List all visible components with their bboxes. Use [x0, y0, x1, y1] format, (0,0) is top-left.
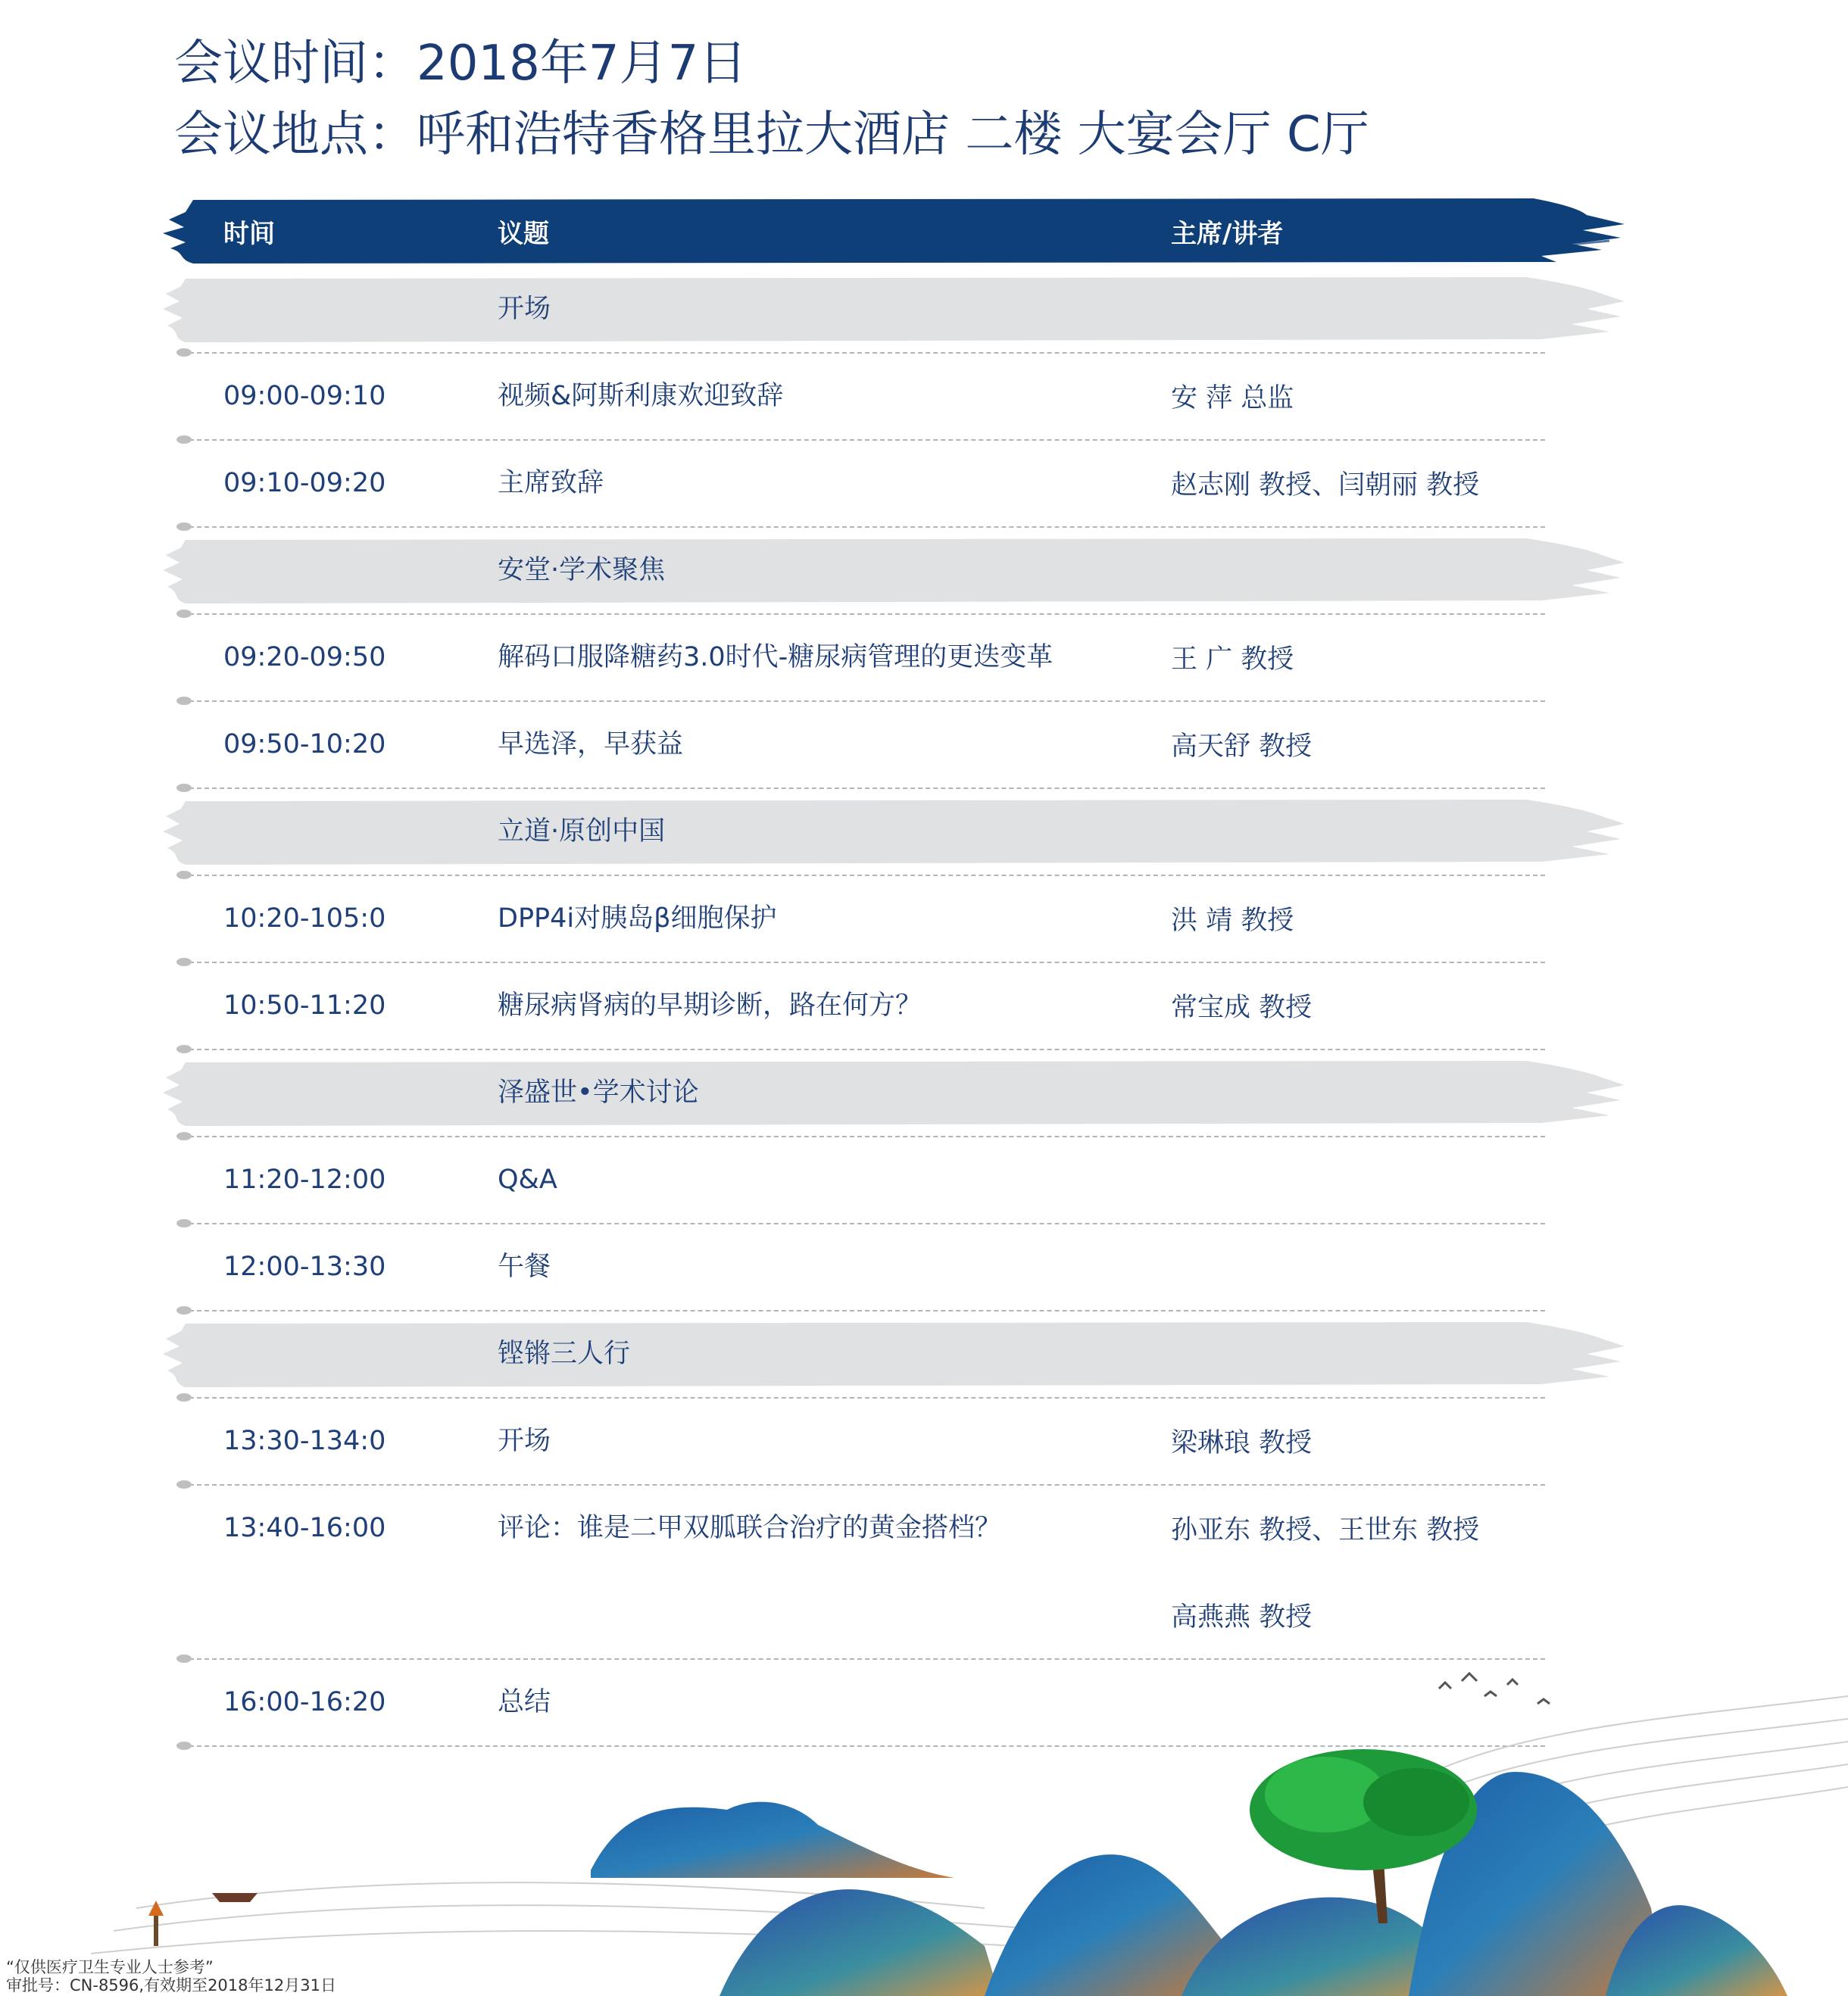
divider-dot: [176, 697, 192, 705]
row-time: 10:50-11:20: [223, 990, 386, 1021]
row-divider: [189, 352, 1545, 354]
row-divider: [189, 962, 1545, 963]
divider-dot: [176, 1480, 192, 1489]
row-divider: [189, 1049, 1545, 1050]
section-band: [163, 1316, 1625, 1392]
section-title: 铿锵三人行: [498, 1339, 631, 1369]
row-topic: 解码口服降糖药3.0时代-糖尿病管理的更迭变革: [498, 642, 1054, 672]
divider-dot: [176, 1393, 192, 1402]
divider-dot: [176, 1045, 192, 1053]
row-time: 09:20-09:50: [223, 642, 386, 672]
divider-dot: [176, 348, 192, 357]
approval-number: 审批号：CN-8596,有效期至2018年12月31日: [6, 1976, 336, 1994]
row-time: 09:10-09:20: [223, 468, 386, 498]
row-speaker: 赵志刚 教授、闫朝丽 教授: [1171, 470, 1480, 501]
row-time: 10:20-105:0: [223, 903, 386, 934]
boat-icon: [212, 1893, 258, 1902]
row-divider: [189, 875, 1545, 876]
section-title: 立道·原创中国: [498, 816, 666, 847]
divider-dot: [176, 1132, 192, 1140]
row-divider: [189, 526, 1545, 528]
row-divider: [189, 439, 1545, 441]
row-divider: [189, 1310, 1545, 1311]
divider-dot: [176, 1219, 192, 1227]
row-time: 09:50-10:20: [223, 729, 386, 759]
column-header-speaker: 主席/讲者: [1171, 219, 1284, 249]
section-title: 泽盛世•学术讨论: [498, 1078, 699, 1108]
row-speaker: 孙亚东 教授、王世东 教授: [1171, 1515, 1480, 1545]
row-divider: [189, 787, 1545, 789]
row-speaker: 高燕燕 教授: [1171, 1602, 1313, 1633]
row-time: 13:30-134:0: [223, 1426, 386, 1456]
row-speaker: 王 广 教授: [1171, 644, 1294, 675]
section-title: 安堂·学术聚焦: [498, 555, 666, 585]
row-topic: 总结: [498, 1687, 551, 1717]
row-divider: [189, 700, 1545, 702]
row-speaker: 高天舒 教授: [1171, 731, 1313, 762]
section-band: [163, 1055, 1625, 1131]
divider-dot: [176, 435, 192, 444]
section-title: 开场: [498, 294, 551, 324]
row-time: 16:00-16:20: [223, 1687, 386, 1717]
meeting-venue: 会议地点：呼和浩特香格里拉大酒店 二楼 大宴会厅 C厅: [174, 107, 1369, 163]
row-topic: 评论：谁是二甲双胍联合治疗的黄金搭档？: [498, 1513, 1002, 1543]
row-topic: 开场: [498, 1426, 551, 1456]
row-speaker: 安 萍 总监: [1171, 383, 1294, 413]
table-header-band: [163, 194, 1625, 267]
section-band: [163, 532, 1625, 608]
row-divider: [189, 1223, 1545, 1224]
row-time: 11:20-12:00: [223, 1165, 386, 1195]
column-header-time: 时间: [223, 219, 275, 249]
row-topic: 午餐: [498, 1252, 551, 1282]
row-divider: [189, 613, 1545, 615]
row-speaker: 梁琳琅 教授: [1171, 1428, 1313, 1458]
meeting-time: 会议时间：2018年7月7日: [174, 36, 748, 92]
section-band: [163, 794, 1625, 869]
divider-dot: [176, 871, 192, 879]
row-topic: 早选泽，早获益: [498, 729, 684, 759]
row-speaker: 常宝成 教授: [1171, 993, 1313, 1023]
divider-dot: [176, 958, 192, 966]
row-divider: [189, 1136, 1545, 1137]
section-band: [163, 271, 1625, 347]
row-topic: 糖尿病肾病的早期诊断，路在何方？: [498, 990, 922, 1021]
divider-dot: [176, 522, 192, 531]
divider-dot: [176, 610, 192, 618]
divider-dot: [176, 1306, 192, 1315]
row-time: 13:40-16:00: [223, 1513, 386, 1543]
row-time: 09:00-09:10: [223, 381, 386, 411]
row-topic: 视频&阿斯利康欢迎致辞: [498, 381, 784, 411]
row-topic: 主席致辞: [498, 468, 604, 498]
row-topic: Q&A: [498, 1165, 557, 1195]
disclaimer: “仅供医疗卫生专业人士参考”: [6, 1958, 214, 1976]
row-divider: [189, 1397, 1545, 1399]
row-time: 12:00-13:30: [223, 1252, 386, 1282]
row-topic: DPP4i对胰岛β细胞保护: [498, 903, 777, 934]
landscape-illustration: [0, 1620, 1848, 1996]
row-speaker: 洪 靖 教授: [1171, 906, 1294, 936]
column-header-topic: 议题: [498, 219, 549, 249]
row-divider: [189, 1484, 1545, 1486]
birds-icon: [1439, 1673, 1550, 1704]
divider-dot: [176, 784, 192, 792]
